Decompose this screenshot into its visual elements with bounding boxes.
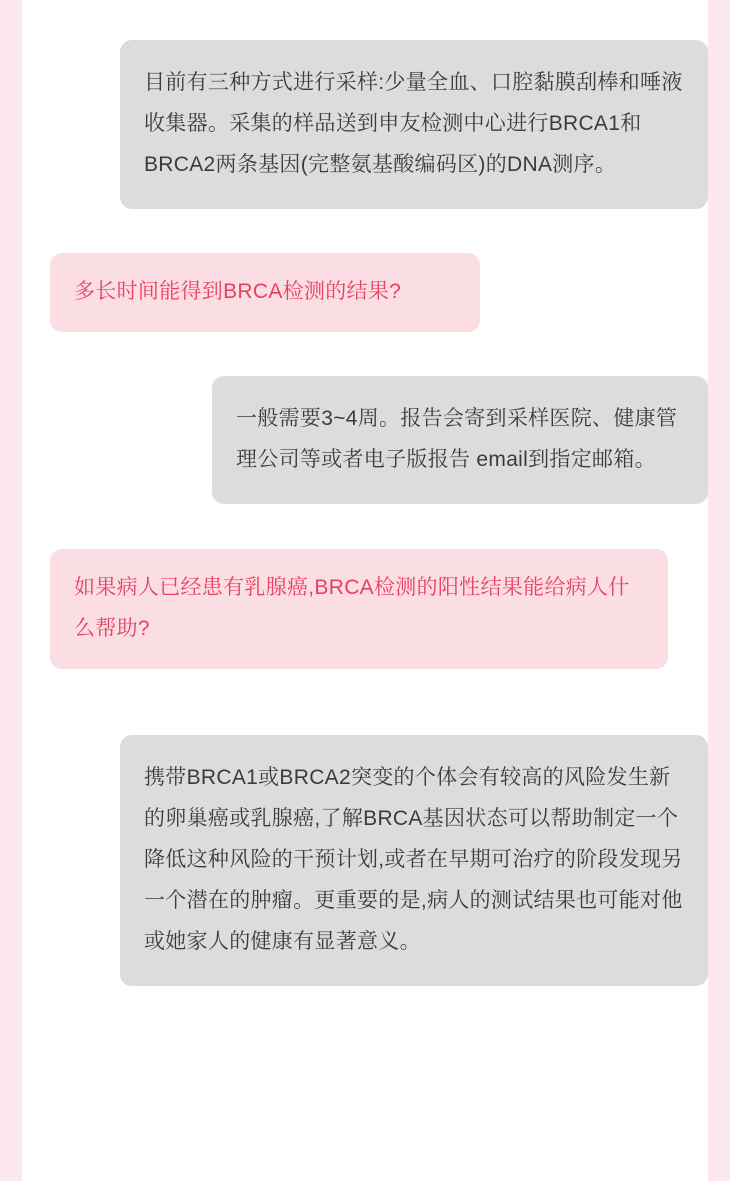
message-row-answer-2 [22, 376, 708, 504]
message-row-question-1 [22, 253, 708, 332]
message-row-question-2 [22, 549, 708, 669]
question-bubble-positive-result-help: 如果病人已经患有乳腺癌,BRCA检测的阳性结果能给病人什么帮助? [50, 549, 668, 669]
answer-bubble-report-delivery: 一般需要3~4周。报告会寄到采样医院、健康管理公司等或者电子版报告 email到指定邮箱。 [212, 376, 708, 504]
qa-message-list [22, 40, 708, 986]
question-bubble-result-time: 多长时间能得到BRCA检测的结果? [50, 253, 480, 332]
message-row-answer-3 [22, 735, 708, 986]
answer-bubble-risk-management: 携带BRCA1或BRCA2突变的个体会有较高的风险发生新的卵巢癌或乳腺癌,了解BRCA基因状态可以帮助制定一个降低这种风险的干预计划,或者在早期可治疗的阶段发现另一个潜在的肿瘤。更重要的是,病人的测试结果也可能对他或她家人的健康有显著意义。 [120, 735, 708, 986]
answer-bubble-sampling-methods: 目前有三种方式进行采样:少量全血、口腔黏膜刮棒和唾液收集器。采集的样品送到申友检测中心进行BRCA1和BRCA2两条基因(完整氨基酸编码区)的DNA测序。 [120, 40, 708, 209]
message-row-answer-1 [22, 40, 708, 209]
